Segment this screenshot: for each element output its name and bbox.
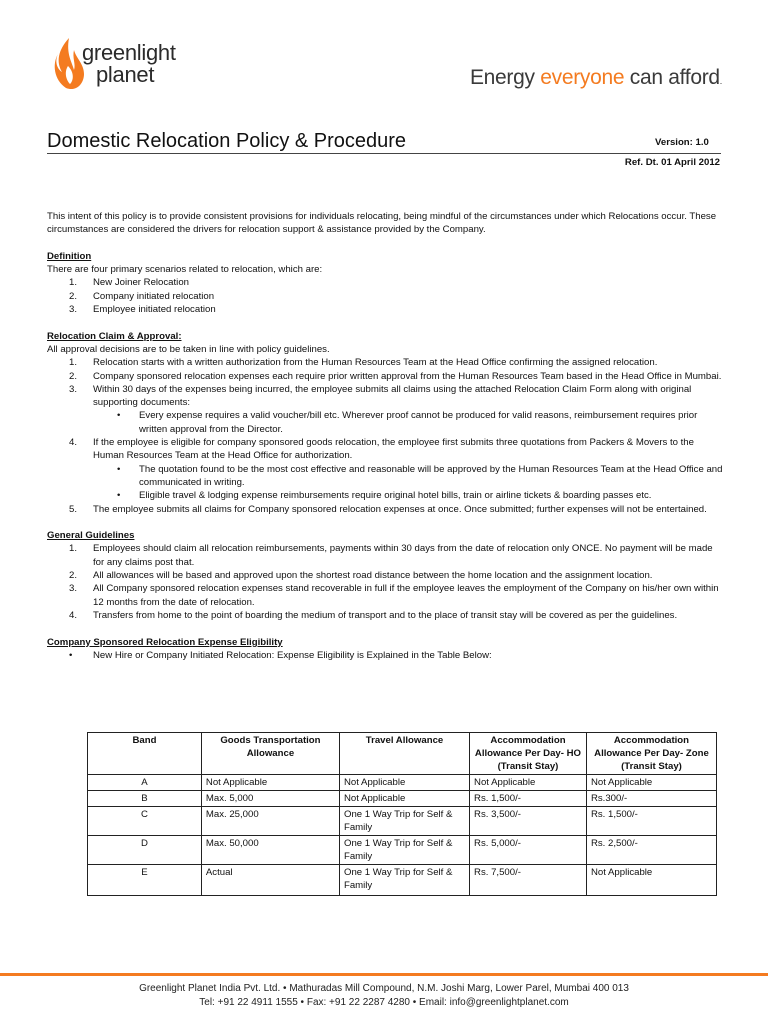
- table-cell: Not Applicable: [339, 791, 469, 807]
- table-cell: Rs. 1,500/-: [470, 791, 587, 807]
- document-title: Domestic Relocation Policy & Procedure: [47, 130, 407, 152]
- footer-address: Greenlight Planet India Pvt. Ltd. • Mathuradas Mill Compound, N.M. Joshi Marg, Lower Parel, Mumbai 400 013: [139, 983, 629, 994]
- list-item: 3. All Company sponsored relocation expenses stand recoverable in full if the employee leaves the employment of the Company on his/her own within 12 months from the date of relocation.: [69, 583, 719, 608]
- eligibility-heading: Company Sponsored Relocation Expense Eligibility: [47, 636, 283, 648]
- claim-list: [47, 356, 723, 516]
- table-cell: Rs.300/-: [586, 791, 716, 807]
- table-cell: Rs. 1,500/-: [586, 807, 716, 836]
- definition-list: [47, 276, 723, 316]
- footer: [0, 982, 768, 1010]
- logo-word-planet: planet: [96, 62, 155, 87]
- column-header: Travel Allowance: [339, 733, 469, 775]
- intro-paragraph: This intent of this policy is to provide consistent provisions for individuals relocating, being mindful of the circumstances under which Relocations occur. These circumstances are considered the drivers for relocation support & assistance provided by the Company.: [47, 211, 717, 236]
- table-cell: Max. 50,000: [201, 836, 339, 865]
- definition-heading: Definition: [47, 250, 92, 262]
- guidelines-heading: General Guidelines: [47, 530, 135, 542]
- table-cell: One 1 Way Trip for Self & Family: [339, 836, 469, 865]
- table-row: [88, 865, 717, 896]
- table-cell: Max. 25,000: [201, 807, 339, 836]
- table-row: [88, 791, 717, 807]
- table-cell: Not Applicable: [201, 775, 339, 791]
- list-item: 2. All allowances will be based and approved upon the shortest road distance between the home location and the assignment location.: [69, 570, 653, 582]
- table-cell: D: [88, 836, 202, 865]
- table-cell: C: [88, 807, 202, 836]
- column-header: Accommodation Allowance Per Day- Zone (Transit Stay): [586, 733, 716, 775]
- footer-contact: Tel: +91 22 4911 1555 • Fax: +91 22 2287 4280 • Email: info@greenlightplanet.com: [199, 997, 569, 1008]
- table-cell: Actual: [201, 865, 339, 896]
- tagline: [470, 66, 722, 90]
- list-item: 4. If the employee is eligible for company sponsored goods relocation, the employee first submits three quotations from Packers & Movers to the Human Resources Team at the Head Office for authorization. • The quotation found to be the most cost effective and reasonable will be approved by the Human Resources Team at the Head Office and communicated in writing. • Eligible travel & lodging expense reimbursements require original hotel bills, train or airline tickets & boarding passes etc.: [47, 436, 723, 502]
- sub-list-item: • The quotation found to be the most cost effective and reasonable will be approved by the Human Resources Team at the Head Office and communicated in writing.: [117, 463, 723, 488]
- list-item: 3. Within 30 days of the expenses being incurred, the employee submits all claims using the attached Relocation Claim Form along with original supporting documents: • Every expense requires a valid voucher/bill etc. Wherever proof cannot be produced for valid reasons, reimbursement requires prior written approval from the Director.: [47, 383, 723, 436]
- table-cell: Rs. 7,500/-: [470, 865, 587, 896]
- column-header: Goods Transportation Allowance: [201, 733, 339, 775]
- flame-logo-icon: [52, 36, 86, 92]
- table-cell: One 1 Way Trip for Self & Family: [339, 865, 469, 896]
- table-cell: Max. 5,000: [201, 791, 339, 807]
- table-row: [88, 807, 717, 836]
- title-divider: [47, 153, 721, 154]
- table-cell: E: [88, 865, 202, 896]
- table-cell: Not Applicable: [586, 775, 716, 791]
- table-row: [88, 775, 717, 791]
- table-cell: One 1 Way Trip for Self & Family: [339, 807, 469, 836]
- footer-divider: [0, 973, 768, 976]
- list-item: 1. New Joiner Relocation: [69, 277, 189, 289]
- table-cell: Not Applicable: [339, 775, 469, 791]
- sub-list-item: • Eligible travel & lodging expense reimbursements require original hotel bills, train or airline tickets & boarding passes etc.: [117, 490, 652, 502]
- list-item: 5. The employee submits all claims for Company sponsored relocation expenses at once. Once submitted; further expenses will not be entertained.: [69, 503, 707, 515]
- table-cell: B: [88, 791, 202, 807]
- document-body: [47, 210, 723, 662]
- list-item: 4. Transfers from home to the point of boarding the medium of transport and to the place of transit stay will be covered as per the guidelines.: [69, 609, 678, 621]
- table-cell: Rs. 2,500/-: [586, 836, 716, 865]
- sub-list: [47, 463, 723, 503]
- table-row: [88, 836, 717, 865]
- list-item: 1. Employees should claim all relocation reimbursements, payments within 30 days from the date of relocation only ONCE. No payment will be made for any claims post that.: [69, 543, 713, 568]
- table-cell: Rs. 5,000/-: [470, 836, 587, 865]
- column-header: Accommodation Allowance Per Day- HO (Transit Stay): [470, 733, 587, 775]
- claim-lead: All approval decisions are to be taken in line with policy guidelines.: [47, 343, 330, 355]
- tagline-accent: everyone: [540, 66, 625, 89]
- table-cell: A: [88, 775, 202, 791]
- definition-lead: There are four primary scenarios related to relocation, which are:: [47, 264, 323, 276]
- list-item: 3. Employee initiated relocation: [69, 304, 216, 316]
- tagline-part2: can afford: [624, 66, 720, 89]
- tagline-part1: Energy: [469, 66, 541, 89]
- eligibility-bullet: • New Hire or Company Initiated Relocation: Expense Eligibility is Explained in the Table Below:: [69, 649, 492, 661]
- list-item: 2. Company sponsored relocation expenses each require prior written approval from the Human Resources Team based in the Head Office in Mumbai.: [69, 370, 722, 382]
- table-cell: Not Applicable: [586, 865, 716, 896]
- table-cell: Rs. 3,500/-: [470, 807, 587, 836]
- reference-date: Ref. Dt. 01 April 2012: [624, 157, 720, 168]
- logo-word-greenlight: greenlight: [82, 40, 176, 65]
- list-item: 2. Company initiated relocation: [69, 290, 215, 302]
- company-logo: [52, 36, 212, 94]
- table-header-row: [88, 733, 717, 775]
- version-label: Version: 1.0: [655, 137, 709, 148]
- sub-list: [47, 409, 723, 436]
- sub-list-item: • Every expense requires a valid voucher/bill etc. Wherever proof cannot be produced for valid reasons, reimbursement requires prior written approval from the Director.: [117, 410, 698, 435]
- claim-heading: Relocation Claim & Approval:: [47, 330, 182, 342]
- guidelines-list: [47, 542, 723, 622]
- column-header: Band: [88, 733, 202, 775]
- list-item: 1. Relocation starts with a written authorization from the Human Resources Team at the Head Office confirming the assigned relocation.: [69, 357, 658, 369]
- trademark-dot: .: [719, 76, 722, 86]
- eligibility-table: [87, 732, 717, 896]
- table-cell: Not Applicable: [470, 775, 587, 791]
